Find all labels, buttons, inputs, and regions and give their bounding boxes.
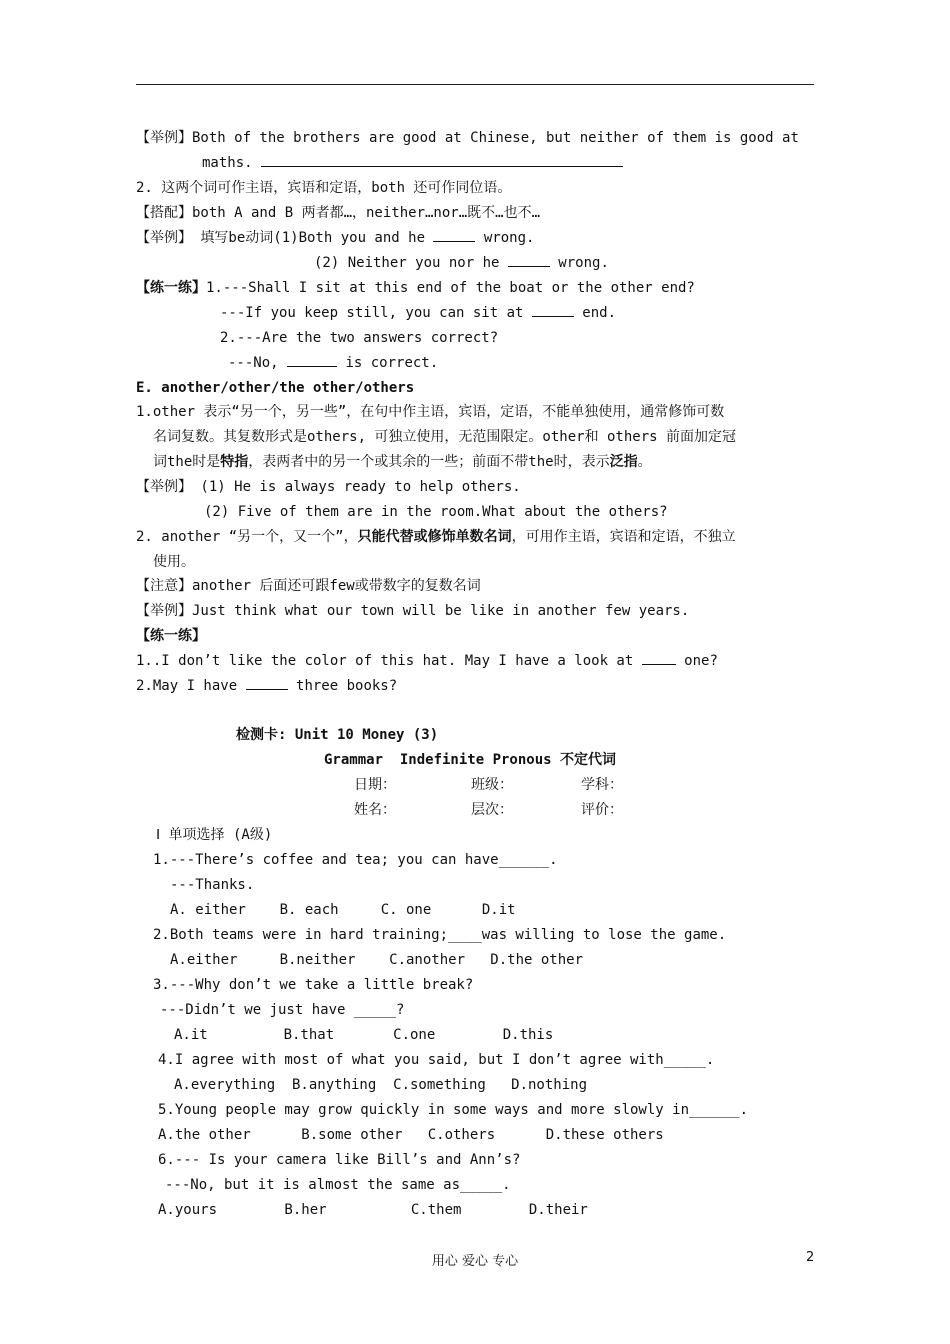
text-segment: ，表两者中的另一个或其余的一些；前面不带the时，表示 xyxy=(248,454,610,470)
question-3-reply: ---Didn’t we just have _____? xyxy=(160,1002,405,1018)
section-e-heading: E. another/other/the other/others xyxy=(136,380,415,396)
text-segment: ---No, xyxy=(228,355,279,371)
practice-line-4 xyxy=(228,354,438,372)
field-evaluation: 评价： xyxy=(581,802,623,818)
another-example: 【举例】Just think what our town will be like in another few years. xyxy=(136,603,690,619)
other-example-2: (2) Five of them are in the room.What about the others? xyxy=(204,504,668,520)
other-rule-line-2: 名词复数。其复数形式是others, 可独立使用，无范围限定。other和 others 前面加定冠 xyxy=(153,429,737,445)
practice2-q2 xyxy=(136,677,397,695)
question-5: 5.Young people may grow quickly in some ways and more slowly in______. xyxy=(158,1102,749,1118)
text-segment: 1.---Shall I sit at this end of the boat or the other end? xyxy=(206,280,695,296)
emphasis-specific: 特指 xyxy=(220,454,249,470)
question-6-reply: ---No, but it is almost the same as_____. xyxy=(165,1177,511,1193)
question-3-options: A.it B.that C.one D.this xyxy=(174,1027,554,1043)
question-5-options: A.the other B.some other C.others D.these others xyxy=(158,1127,664,1143)
other-rule-line-3 xyxy=(153,453,652,471)
answer-blank xyxy=(261,154,623,167)
field-name: 姓名： xyxy=(354,802,396,818)
field-class: 班级： xyxy=(471,777,513,793)
question-4-options: A.everything B.anything C.something D.nothing xyxy=(174,1077,588,1093)
text-segment: wrong. xyxy=(475,230,535,246)
answer-blank xyxy=(433,229,475,242)
test-card-subtitle: Grammar Indefinite Pronous 不定代词 xyxy=(324,752,617,768)
question-2: 2.Both teams were in hard training;____was willing to lose the game. xyxy=(153,927,727,943)
header-rule xyxy=(136,84,814,85)
another-rule-line-2: 使用。 xyxy=(153,554,195,570)
question-6-options: A.yours B.her C.them D.their xyxy=(158,1202,588,1218)
text-segment: 2.May I have xyxy=(136,678,238,694)
text-segment: 1..I don’t like the color of this hat. May I have a look at xyxy=(136,653,634,669)
text-segment: is correct. xyxy=(337,355,439,371)
practice-heading-2: 【练一练】 xyxy=(136,628,206,644)
field-subject: 学科： xyxy=(581,777,623,793)
text-segment: three books? xyxy=(287,678,398,694)
field-date: 日期： xyxy=(354,777,396,793)
page-number: 2 xyxy=(806,1250,815,1265)
text-segment: 【举例】 填写be动词(1)Both you and he xyxy=(136,230,426,246)
practice-line-3: 2.---Are the two answers correct? xyxy=(220,330,499,346)
question-1: 1.---There’s coffee and tea; you can have______. xyxy=(153,852,558,868)
question-1-reply: ---Thanks. xyxy=(170,877,255,893)
practice-line-2 xyxy=(220,304,616,322)
text-segment: one? xyxy=(675,653,718,669)
text-segment: end. xyxy=(573,305,617,321)
question-6: 6.--- Is your camera like Bill’s and Ann’s? xyxy=(158,1152,521,1168)
other-example-1: 【举例】 (1) He is always ready to help others. xyxy=(136,479,521,495)
page-footer: 用心 爱心 专心 xyxy=(431,1254,519,1269)
answer-blank xyxy=(246,677,288,690)
emphasis-singular: 只能代替或修饰单数名词 xyxy=(357,529,512,545)
question-2-options: A.either B.neither C.another D.the other xyxy=(170,952,584,968)
practice-heading: 【练一练】 xyxy=(136,280,206,296)
answer-blank xyxy=(508,254,550,267)
emphasis-general: 泛指 xyxy=(609,454,638,470)
question-3: 3.---Why don’t we take a little break? xyxy=(153,977,474,993)
question-1-options: A. either B. each C. one D.it xyxy=(170,902,516,918)
practice2-q1 xyxy=(136,652,718,670)
example-fill-2 xyxy=(314,254,609,272)
text-segment: maths. xyxy=(202,155,253,171)
question-4: 4.I agree with most of what you said, but I don’t agree with_____. xyxy=(158,1052,715,1068)
note-line: 【注意】another 后面还可跟few或带数字的复数名词 xyxy=(136,578,481,594)
text-segment: 词the时是 xyxy=(153,454,221,470)
text-segment: wrong. xyxy=(549,255,609,271)
example-line-cont xyxy=(202,154,623,172)
answer-blank xyxy=(642,652,676,665)
field-level: 层次： xyxy=(471,802,513,818)
rule-point-2: 2. 这两个词可作主语，宾语和定语，both 还可作同位语。 xyxy=(136,180,512,196)
practice-line-1 xyxy=(136,279,695,297)
text-segment: (2) Neither you nor he xyxy=(314,255,500,271)
text-segment: ---If you keep still, you can sit at xyxy=(220,305,524,321)
text-segment: 。 xyxy=(637,454,652,470)
answer-blank xyxy=(532,304,574,317)
text-segment: ，可用作主语，宾语和定语，不独立 xyxy=(511,529,736,545)
collocation-line: 【搭配】both A and B 两者都…，neither…nor…既不…也不… xyxy=(136,205,541,221)
text-segment: 2. another “另一个，又一个”， xyxy=(136,529,358,545)
example-line: 【举例】Both of the brothers are good at Chinese, but neither of them is good at xyxy=(136,130,799,146)
test-card-title: 检测卡: Unit 10 Money (3) xyxy=(236,727,439,743)
another-rule-line-1 xyxy=(136,528,736,546)
answer-blank xyxy=(287,354,337,367)
other-rule-line-1: 1.other 表示“另一个，另一些”，在句中作主语，宾语，定语，不能单独使用，通常修饰可数 xyxy=(136,404,725,420)
section-heading-mcq: Ⅰ 单项选择 (A级) xyxy=(156,827,273,843)
example-fill-1 xyxy=(136,229,534,247)
